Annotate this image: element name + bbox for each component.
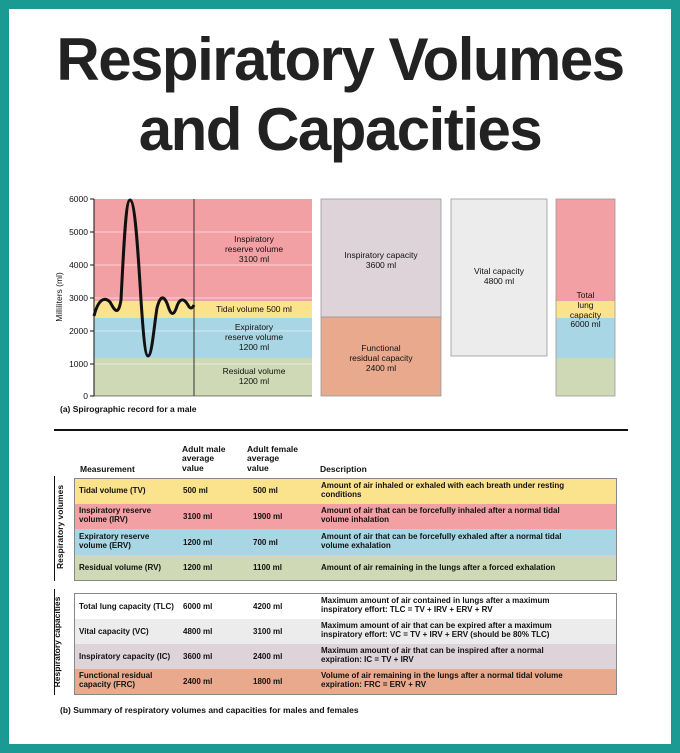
header-female: Adult female average value: [247, 444, 299, 473]
tick-label: 4000: [69, 260, 88, 270]
label-rv: Residual volume 1200 ml: [222, 366, 286, 386]
table-row: Residual volume (RV) 1200 ml 1100 ml Amount of air remaining in the lungs after a forced exhalation: [75, 555, 616, 580]
tick-label: 1000: [69, 359, 88, 369]
label-irv: Inspiratory reserve volume 3100 ml: [224, 234, 284, 264]
tick-label: 0: [83, 391, 88, 401]
page-title-line1: Respiratory Volumes: [56, 26, 624, 93]
block-tlc-irv: [556, 199, 615, 301]
page-title-line2: and Capacities: [138, 96, 542, 163]
caption-b: (b) Summary of respiratory volumes and capacities for males and females: [60, 705, 359, 715]
table-row: Inspiratory reserve volume (IRV) 3100 ml 1900 ml Amount of air that can be forcefully inhaled after a normal tidal volume inhalation: [75, 504, 616, 529]
label-vc: Vital capacity 4800 ml: [474, 266, 524, 286]
tick-label: 3000: [69, 293, 88, 303]
label-ic: Inspiratory capacity 3600 ml: [344, 250, 418, 270]
table-row: Inspiratory capacity (IC) 3600 ml 2400 ml Maximum amount of air that can be inspired after a normal expiration: IC = TV + IRV: [75, 644, 616, 669]
tick-label: 5000: [69, 227, 88, 237]
tick-label: 6000: [69, 194, 88, 204]
header-measurement: Measurement: [80, 464, 135, 474]
block-tlc-rv: [556, 358, 615, 396]
header-description: Description: [320, 464, 367, 474]
table-row: Vital capacity (VC) 4800 ml 3100 ml Maximum amount of air that can be expired after a maximum inspiratory effort: VC = TV + IRV + ERV (should be 80% TLC): [75, 619, 616, 644]
capacities-table: [74, 593, 617, 695]
table-row: Total lung capacity (TLC) 6000 ml 4200 ml Maximum amount of air contained in lungs after a maximum inspiratory effort: TLC = TV + IRV + ERV + RV: [75, 594, 616, 619]
label-tlc: Total lung capacity 6000 ml: [569, 290, 602, 330]
caption-a: (a) Spirographic record for a male: [60, 404, 197, 414]
label-erv: Expiratory reserve volume 1200 ml: [224, 322, 284, 352]
y-axis-label: Milliliters (ml): [54, 272, 64, 322]
header-male: Adult male average value: [182, 444, 226, 473]
table-row: Functional residual capacity (FRC) 2400 ml 1800 ml Volume of air remaining in the lungs after a normal tidal volume expiration: FRC = ERV + RV: [75, 669, 616, 694]
label-tv: Tidal volume 500 ml: [216, 304, 292, 314]
table-row: Tidal volume (TV) 500 ml 500 ml Amount of air inhaled or exhaled with each breath under resting conditions: [75, 479, 616, 504]
group-label-volumes: Respiratory volumes: [55, 484, 65, 570]
label-frc: Functional residual capacity 2400 ml: [349, 343, 413, 373]
group-label-capacities: Respiratory capacities: [52, 596, 62, 688]
table-row: Expiratory reserve volume (ERV) 1200 ml 700 ml Amount of air that can be forcefully exhaled after a normal tidal volume exhalation: [75, 529, 616, 555]
tick-label: 2000: [69, 326, 88, 336]
volumes-table: [74, 478, 617, 581]
